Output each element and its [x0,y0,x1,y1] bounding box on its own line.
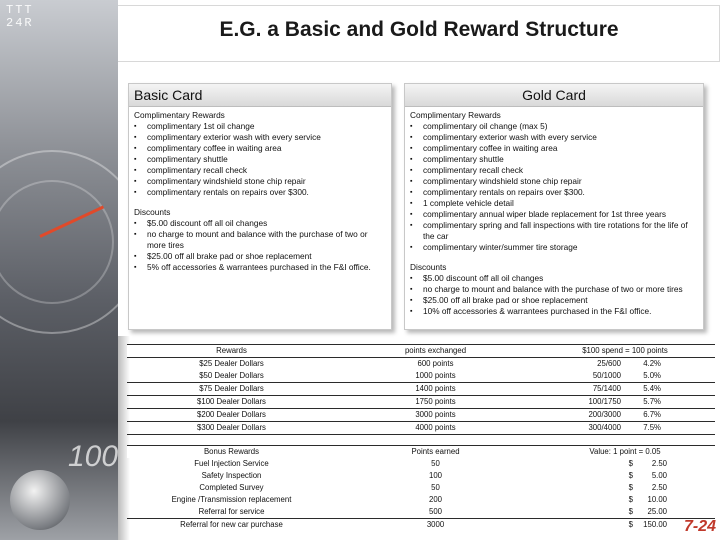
currency-symbol: $ [628,459,633,468]
basic-rewards-list [134,121,386,198]
list-item: ▪ no charge to mount and balance with the purchase of two or more tires [410,284,698,295]
points-cell: 1750 points [336,396,535,409]
table-row [127,396,715,409]
table-row [127,470,715,482]
reward-cell: Referral for service [127,506,336,519]
gold-card-heading: Gold Card [405,84,703,107]
percent-value: 5.4% [643,384,661,393]
rewards-exchange-table [127,344,715,435]
points-cell: 100 [428,471,442,480]
list-item: ▪ 5% off accessories & warrantees purchased in the F&I office. [134,262,386,273]
basic-card-panel [128,83,392,330]
list-item: ▪ complimentary annual wiper blade replacement for 1st three years [410,209,698,220]
list-item: ▪ complimentary winter/summer tire storage [410,242,698,253]
list-item: ▪ complimentary coffee in waiting area [134,143,386,154]
value-cell [535,506,715,519]
value-cell [535,458,715,470]
percent-value: 5.7% [643,397,661,406]
percent-value: 4.2% [643,359,661,368]
list-item: ▪ complimentary windshield stone chip repair [410,176,698,187]
gold-card-body [405,107,703,317]
ratio-value: 200/3000 [588,410,621,419]
value-amount: 10.00 [647,495,667,504]
reward-cell: $50 Dealer Dollars [127,370,336,383]
table-row [127,482,715,494]
reward-cell: Fuel Injection Service [194,459,269,468]
list-item: ▪ 1 complete vehicle detail [410,198,698,209]
list-item: ▪ complimentary shuttle [134,154,386,165]
bonus-rewards-table [127,445,715,531]
basic-discounts-list [134,218,386,273]
ratio-cell [535,370,715,383]
value-amount: 150.00 [643,520,667,529]
percent-value: 5.0% [643,371,661,380]
logo-line-1: TTT [6,3,34,17]
logo [6,4,34,30]
list-item: ▪ no charge to mount and balance with the purchase of two or more tires [134,229,386,251]
basic-discounts-label: Discounts [134,207,171,217]
table-row [127,506,715,519]
reward-cell: $75 Dealer Dollars [127,383,336,396]
reward-cell: Referral for new car purchase [180,520,283,529]
currency-symbol: $ [628,483,633,492]
column-header-value: Value: 1 point = 0.05 [535,446,715,459]
gold-rewards-list [410,121,698,253]
points-cell: 1400 points [336,383,535,396]
list-item: ▪ complimentary spring and fall inspections with tire rotations for the life of the car [410,220,698,242]
list-item: ▪ complimentary rentals on repairs over $300. [410,187,698,198]
list-item: ▪ complimentary rentals on repairs over $300. [134,187,386,198]
ratio-cell [535,409,715,422]
points-cell: 500 [336,506,535,519]
list-item: ▪ complimentary recall check [410,165,698,176]
table-row [127,383,715,396]
value-amount: 25.00 [647,507,667,516]
ratio-value: 100/1750 [588,397,621,406]
decorative-dashboard-image [0,0,118,540]
column-header-points: points exchanged [336,345,535,358]
table-row [127,494,715,506]
points-cell: 200 [428,495,442,504]
percent-value: 7.5% [643,423,661,432]
currency-symbol: $ [628,495,633,504]
points-cell: 1000 points [336,370,535,383]
gold-discounts-label: Discounts [410,262,447,272]
value-amount: 2.50 [651,459,667,468]
points-cell: 3000 [426,520,445,529]
table-row [127,370,715,383]
ratio-cell [535,396,715,409]
ratio-cell [535,358,715,371]
list-item: ▪ $5.00 discount off all oil changes [134,218,386,229]
ratio-value: 50/1000 [592,371,621,380]
ratio-value: 300/4000 [588,423,621,432]
reward-cell: Completed Survey [199,483,264,492]
value-cell [535,494,715,506]
reward-cell: Safety Inspection [201,471,262,480]
table-header-row [127,345,715,358]
currency-symbol: $ [628,471,633,480]
points-cell: 4000 points [336,422,535,435]
gold-card-panel [404,83,704,330]
basic-card-heading: Basic Card [129,84,391,107]
table-row [127,519,715,532]
list-item: ▪ complimentary recall check [134,165,386,176]
gear-knob [10,470,70,530]
points-cell: 3000 points [336,409,535,422]
gold-rewards-label: Complimentary Rewards [410,110,501,120]
column-header-points-earned: Points earned [336,446,535,459]
list-item: ▪ complimentary windshield stone chip repair [134,176,386,187]
gold-discounts-list [410,273,698,317]
list-item: ▪ $25.00 off all brake pad or shoe replacement [134,251,386,262]
ratio-cell [535,383,715,396]
table-row [127,422,715,435]
basic-rewards-label: Complimentary Rewards [134,110,225,120]
column-header-spend: $100 spend = 100 points [535,345,715,358]
points-cell: 50 [431,459,440,468]
currency-symbol: $ [628,507,633,516]
list-item: ▪ 10% off accessories & warrantees purchased in the F&I office. [410,306,698,317]
value-amount: 5.00 [651,471,667,480]
column-header-rewards: Rewards [127,345,336,358]
list-item: ▪ $5.00 discount off all oil changes [410,273,698,284]
speed-readout: 100 [68,440,118,473]
reward-cell: $100 Dealer Dollars [127,396,336,409]
reward-cell: $25 Dealer Dollars [199,359,264,368]
logo-line-2: 24R [6,16,34,30]
list-item: ▪ $25.00 off all brake pad or shoe replacement [410,295,698,306]
points-cell: 600 points [417,359,454,368]
column-header-bonus: Bonus Rewards [127,446,336,459]
ratio-value: 75/1400 [592,384,621,393]
list-item: ▪ complimentary exterior wash with every service [134,132,386,143]
percent-value: 6.7% [643,410,661,419]
ratio-value: 25/600 [597,359,621,368]
currency-symbol: $ [628,520,633,529]
table-row [127,358,715,371]
list-item: ▪ complimentary shuttle [410,154,698,165]
table-header-row [127,446,715,459]
points-cell: 50 [431,483,440,492]
value-cell [535,482,715,494]
reward-cell: $300 Dealer Dollars [127,422,336,435]
table-row [127,458,715,470]
list-item: ▪ complimentary coffee in waiting area [410,143,698,154]
table-row [127,409,715,422]
ratio-cell [535,422,715,435]
reward-cell: $200 Dealer Dollars [127,409,336,422]
reward-cell: Engine /Transmission replacement [171,495,292,504]
list-item: ▪ complimentary 1st oil change [134,121,386,132]
value-amount: 2.50 [651,483,667,492]
basic-card-body [129,107,391,273]
list-item: ▪ complimentary oil change (max 5) [410,121,698,132]
page-title: E.G. a Basic and Gold Reward Structure [219,18,619,41]
value-cell [535,470,715,482]
brand-logo: 7-24 [683,518,716,535]
list-item: ▪ complimentary exterior wash with every service [410,132,698,143]
